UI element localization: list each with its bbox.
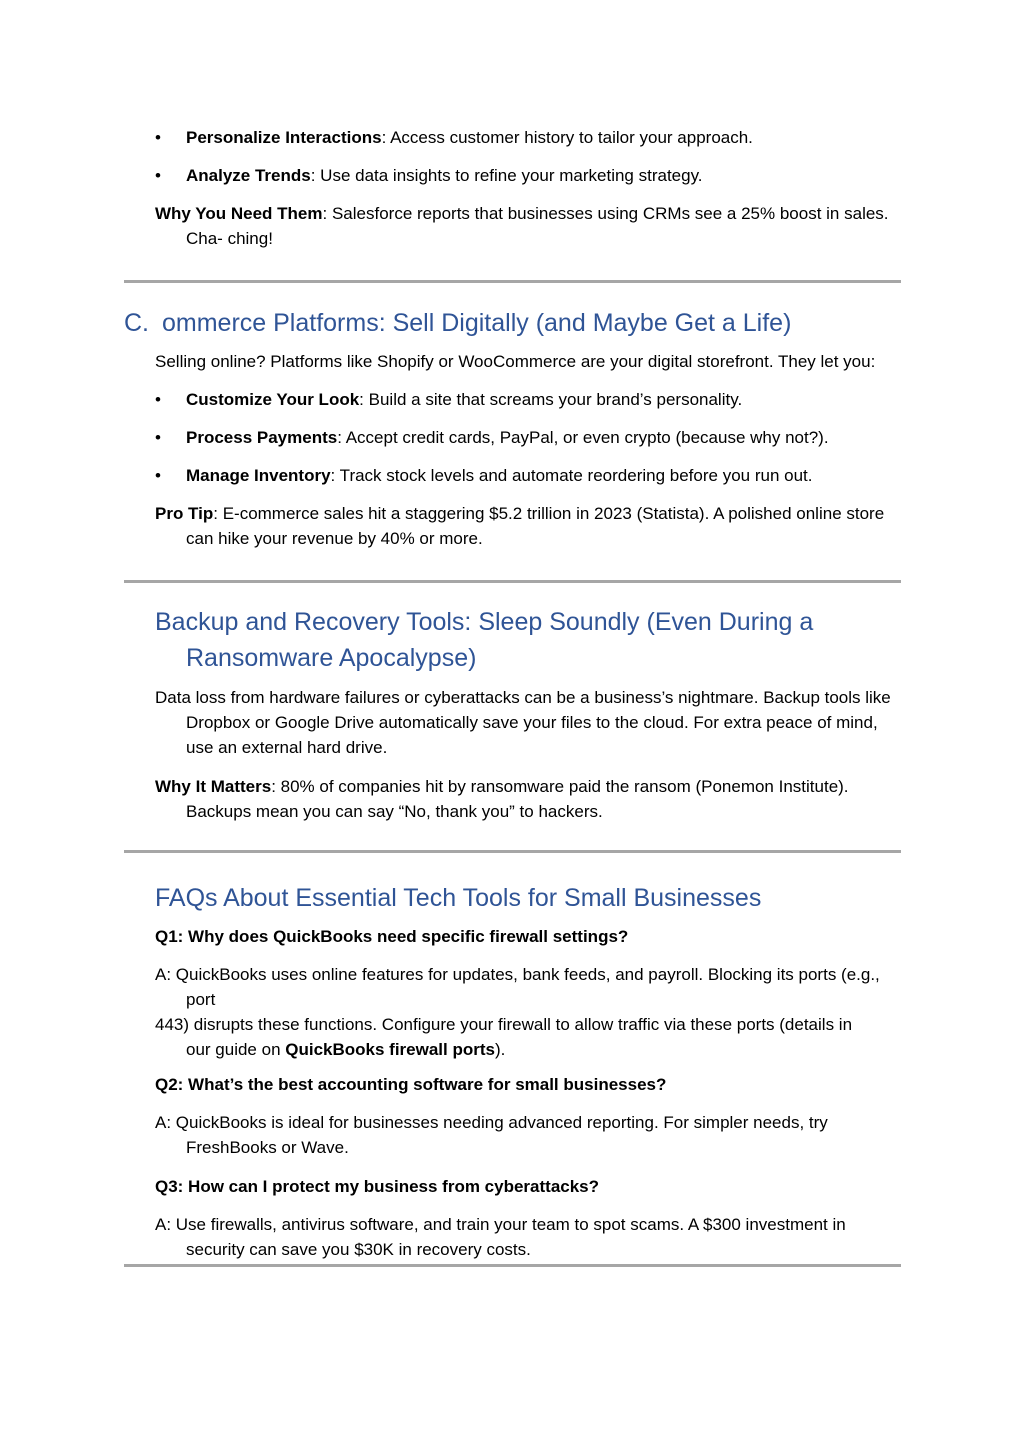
bullet-marker: •	[155, 128, 161, 147]
faq-answer-text: ).	[494, 1040, 506, 1059]
faq-question	[155, 1072, 905, 1097]
faq-answer-text: FreshBooks or Wave.	[186, 1138, 349, 1157]
faq-answer-text: port	[186, 990, 216, 1009]
crm-why-text: : Salesforce reports that businesses using CRMs see a 25% boost in sales.	[322, 204, 889, 223]
section-divider	[124, 580, 901, 583]
list-item-text	[186, 163, 703, 188]
backup-text: Data loss from hardware failures or cyberattacks can be a business’s nightmare. Backup tools like	[155, 688, 891, 707]
crm-why-text-continued: Cha- ching!	[186, 229, 273, 248]
why-it-matters-label: Why It Matters	[155, 777, 272, 796]
list-item-text	[186, 125, 753, 150]
bullet-marker: •	[155, 166, 161, 185]
faq-question	[155, 1174, 905, 1199]
faq-heading: FAQs About Essential Tech Tools for Small Businesses	[155, 884, 762, 912]
ecommerce-intro-text: Selling online? Platforms like Shopify or WooCommerce are your digital storefront. They let you:	[155, 352, 876, 371]
faq-question-text: Q3: How can I protect my business from cyberattacks?	[155, 1177, 600, 1196]
section-divider	[124, 1264, 901, 1267]
faq-answer	[155, 1110, 905, 1160]
list-item-description: : Build a site that screams your brand’s personality.	[359, 390, 743, 409]
backup-heading-line: Backup and Recovery Tools: Sleep Soundly (Even During a	[155, 608, 814, 636]
heading-number: C.	[124, 309, 149, 337]
backup-heading	[155, 604, 813, 676]
faq-question-text: Q1: Why does QuickBooks need specific firewall settings?	[155, 927, 629, 946]
faq-question	[155, 924, 905, 949]
list-item-term: Manage Inventory	[186, 466, 331, 485]
heading-text: ommerce Platforms: Sell Digitally (and Maybe Get a Life)	[162, 309, 792, 337]
faq-answer-text: A: QuickBooks uses online features for updates, bank feeds, and payroll. Blocking its ports (e.g.,	[155, 965, 880, 984]
ecommerce-intro	[155, 349, 905, 374]
backup-heading-line: Ransomware Apocalypse)	[186, 644, 477, 672]
backup-text: Dropbox or Google Drive automatically save your files to the cloud. For extra peace of mind,	[186, 713, 878, 732]
crm-why-label: Why You Need Them	[155, 204, 323, 223]
faq-answer-text: A: QuickBooks is ideal for businesses needing advanced reporting. For simpler needs, try	[155, 1113, 828, 1132]
list-item-description: : Access customer history to tailor your approach.	[381, 128, 753, 147]
list-item-description: : Accept credit cards, PayPal, or even crypto (because why not?).	[337, 428, 829, 447]
why-it-matters-text-continued: Backups mean you can say “No, thank you” to hackers.	[186, 802, 603, 821]
faq-answer	[155, 1212, 905, 1262]
list-item-term: Customize Your Look	[186, 390, 360, 409]
list-item-description: : Track stock levels and automate reordering before you run out.	[330, 466, 813, 485]
firewall-ports-reference: QuickBooks firewall ports	[285, 1040, 495, 1059]
faq-answer-text: A: Use firewalls, antivirus software, and train your team to spot scams. A $300 investment in	[155, 1215, 846, 1234]
faq-answer	[155, 962, 905, 1062]
pro-tip-text-continued: can hike your revenue by 40% or more.	[186, 529, 483, 548]
ecommerce-heading	[124, 305, 791, 341]
section-divider	[124, 280, 901, 283]
bullet-marker: •	[155, 466, 161, 485]
section-divider	[124, 850, 901, 853]
list-item-term: Analyze Trends	[186, 166, 311, 185]
list-item-description: : Use data insights to refine your marketing strategy.	[310, 166, 703, 185]
why-it-matters-text: : 80% of companies hit by ransomware paid the ransom (Ponemon Institute).	[271, 777, 849, 796]
backup-text: use an external hard drive.	[186, 738, 388, 757]
list-item-text	[186, 387, 742, 412]
why-it-matters-paragraph	[155, 774, 905, 824]
list-item-text	[186, 425, 829, 450]
faq-answer-text: our guide on	[186, 1040, 286, 1059]
pro-tip-text: : E-commerce sales hit a staggering $5.2 trillion in 2023 (Statista). A polished online store	[213, 504, 885, 523]
list-item-text	[186, 463, 812, 488]
list-item-term: Process Payments	[186, 428, 338, 447]
bullet-marker: •	[155, 428, 161, 447]
backup-paragraph	[155, 685, 905, 760]
list-item-term: Personalize Interactions	[186, 128, 382, 147]
faq-answer-text: 443) disrupts these functions. Configure your firewall to allow traffic via these ports (details in	[155, 1015, 853, 1034]
faq-answer-text: security can save you $30K in recovery costs.	[186, 1240, 531, 1259]
pro-tip-label: Pro Tip	[155, 504, 214, 523]
bullet-marker: •	[155, 390, 161, 409]
crm-why-paragraph	[155, 201, 905, 251]
pro-tip-paragraph	[155, 501, 905, 551]
faq-question-text: Q2: What’s the best accounting software for small businesses?	[155, 1075, 667, 1094]
